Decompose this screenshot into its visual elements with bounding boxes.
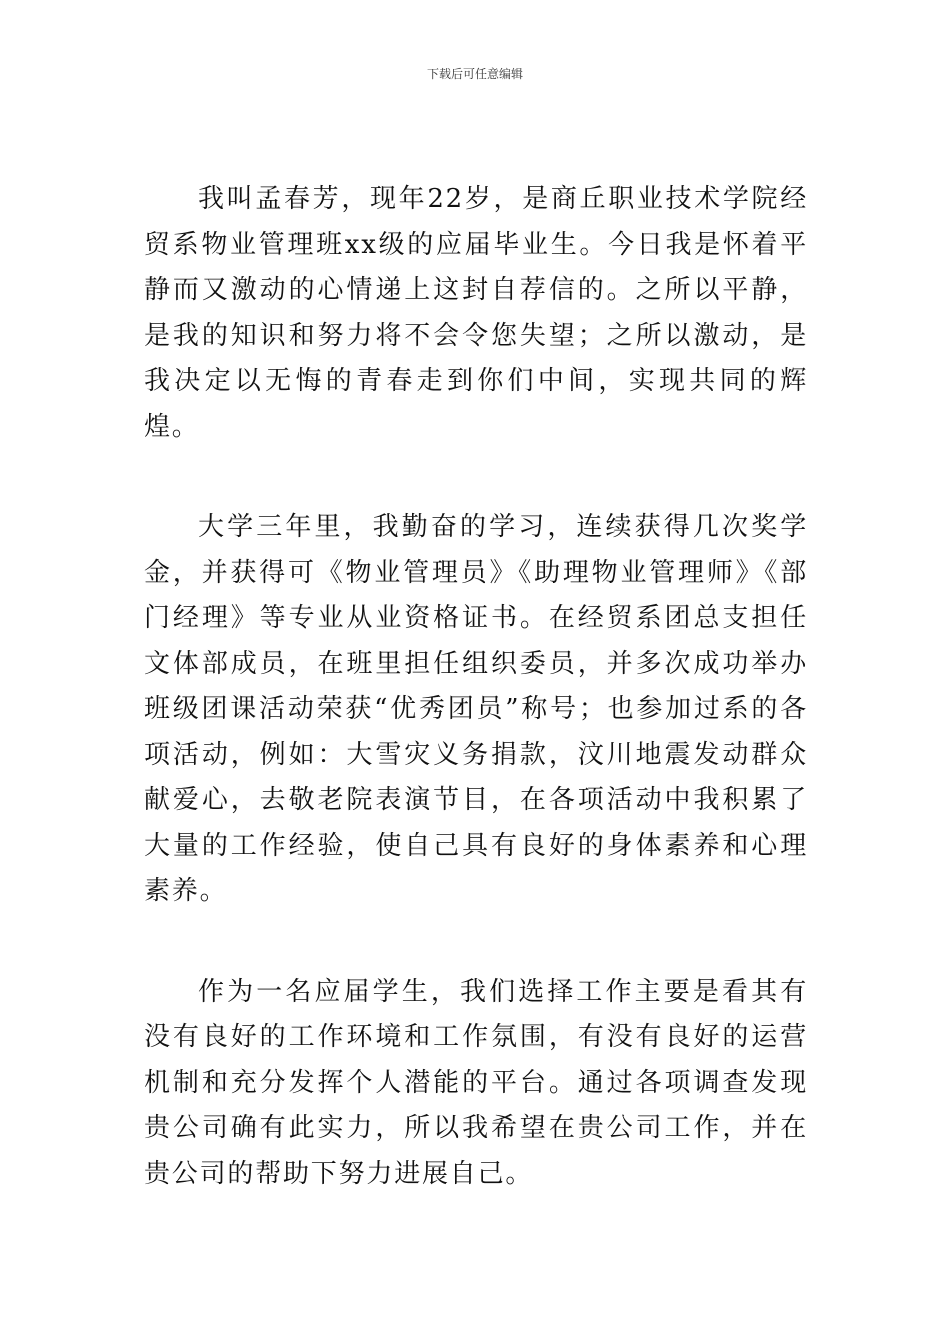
- paragraph-university-experience: 大学三年里，我勤奋的学习，连续获得几次奖学金，并获得可《物业管理员》《助理物业管理师》《部门经理》等专业从业资格证书。在经贸系团总支担任文体部成员，在班里担任组织委员，并多次成功举办班级团课活动荣获“优秀团员”称号；也参加过系的各项活动，例如：大雪灾义务捐款，汶川地震发动群众献爱心，去敬老院表演节目，在各项活动中我积累了大量的工作经验，使自己具有良好的身体素养和心理素养。: [144, 512, 808, 906]
- document-body: [144, 177, 808, 1197]
- paragraph-job-motivation: 作为一名应届学生，我们选择工作主要是看其有没有良好的工作环境和工作氛围，有没有良好的运营机制和充分发挥个人潜能的平台。通过各项调查发现贵公司确有此实力，所以我希望在贵公司工作，并在贵公司的帮助下努力进展自己。: [144, 976, 808, 1189]
- paragraph-introduction: 我叫孟春芳，现年22岁，是商丘职业技术学院经贸系物业管理班xx级的应届毕业生。今日我是怀着平静而又激动的心情递上这封自荐信的。之所以平静，是我的知识和努力将不会令您失望；之所以激动，是我决定以无悔的青春走到你们中间，实现共同的辉煌。: [144, 184, 808, 442]
- page-header-note: 下载后可任意编辑: [426, 67, 523, 81]
